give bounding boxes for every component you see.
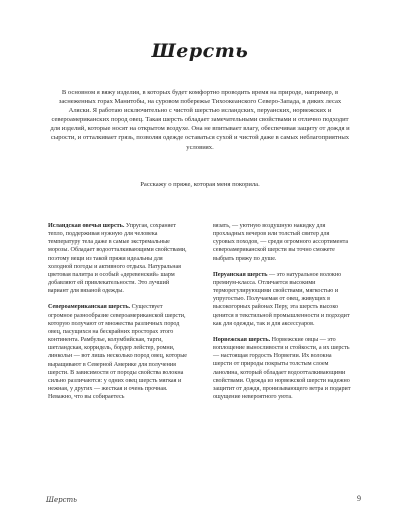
intro-cta: Расскажу о пряже, которая меня покорила. bbox=[140, 181, 260, 188]
section-heading: Норвежская шерсть. bbox=[213, 336, 271, 343]
section-norwegian bbox=[213, 336, 352, 401]
left-column bbox=[48, 222, 187, 409]
section-text: Норвежские овцы — это воплощение выносливости и стойкости, а их шерсть — настоящая гордость Норвегии. Их волокна шерсти от природы покрыты толстым слоем ланолина, который обладает водоотталкивающими свойствами. Одежда из норвежской шерсти надежно защитит от дождя, пронизывающего ветра и подарит ощущение невероятного уюта. bbox=[213, 336, 351, 400]
section-heading: Исландская овечья шерсть. bbox=[48, 223, 125, 229]
section-heading: Перуанская шерсть bbox=[213, 271, 268, 278]
section-north-american-continued bbox=[213, 222, 352, 263]
page-title: Шерсть bbox=[151, 40, 249, 62]
section-text: Существует огромное разнообразие североамериканской шерсти, которую получают от множества различных пород овец, пасущихся на бескрайних просторах этого континента. Рамбулье, колумбийская, тарги, шетландская, корридель, бордер лейстер, ромни, линкольн — вот лишь несколько пород овец, которые выращивают в Северной Америке для получения шерсти. В зависимости от породы свойства волокна сильно различаются: у одних овец шерсть мягкая и нежная, у других — жесткая и очень прочная. Неважно, что вы собираетесь bbox=[48, 304, 188, 401]
section-icelandic bbox=[48, 222, 187, 295]
footer-brand: Шерсть bbox=[46, 496, 77, 504]
section-text: вязать, — уютную воздушную накидку для прохладных вечеров или толстый свитер для суровых походов, — среди огромного ассортимента североамериканской шерсти вы точно сможете выбрать пряжу по душе. bbox=[213, 223, 349, 262]
page-number: 9 bbox=[357, 494, 361, 503]
right-column bbox=[213, 222, 352, 409]
section-north-american bbox=[48, 303, 187, 401]
intro-paragraph: В основном я вяжу изделия, в которых будет комфортно проводить время на природе, например, в заснеженных горах Манитобы, на суровом побережье Тихоокеанского Северо-Запада, в диких лесах Аляски. Я работаю исключительно с чистой шерстью исландских, перуанских, норвежских и североамериканских пород овец. Такая шерсть обладает замечательными свойствами и отлично подходит для изделий, которые носят на открытом воздухе. Она не впитывает влагу, обеспечивая защиту от дождя и сырости, и отталкивает грязь, позволяя одежде оставаться сухой и чистой даже в самых неблагоприятных условиях. bbox=[50, 89, 350, 151]
section-heading: Североамериканская шерсть. bbox=[48, 304, 131, 311]
section-peruvian bbox=[213, 271, 352, 328]
section-text: — это натуральное волокно премиум-класса. Отличается высокими терморегулирующими свойствами, мягкостью и упругостью. Получаемая от овец, живущих в высокогорных районах Перу, эта шерсть высоко ценится в текстильной промышленности и подходит как для одежды, так и для аксессуаров. bbox=[213, 271, 350, 327]
section-text: Упругая, сохраняет тепло, поддерживая нужную для человека температуру тела даже в самые экстремальные морозы. Обладает водоотталкивающими свойствами, поэтому вещи из такой пряжи идеальны для холодной погоды и активного отдыха. Натуральная цветовая палитра и особый «деревенский» шарм добавляют ей привлекательности. Это лучший вариант для вязаной одежды. bbox=[48, 223, 187, 295]
